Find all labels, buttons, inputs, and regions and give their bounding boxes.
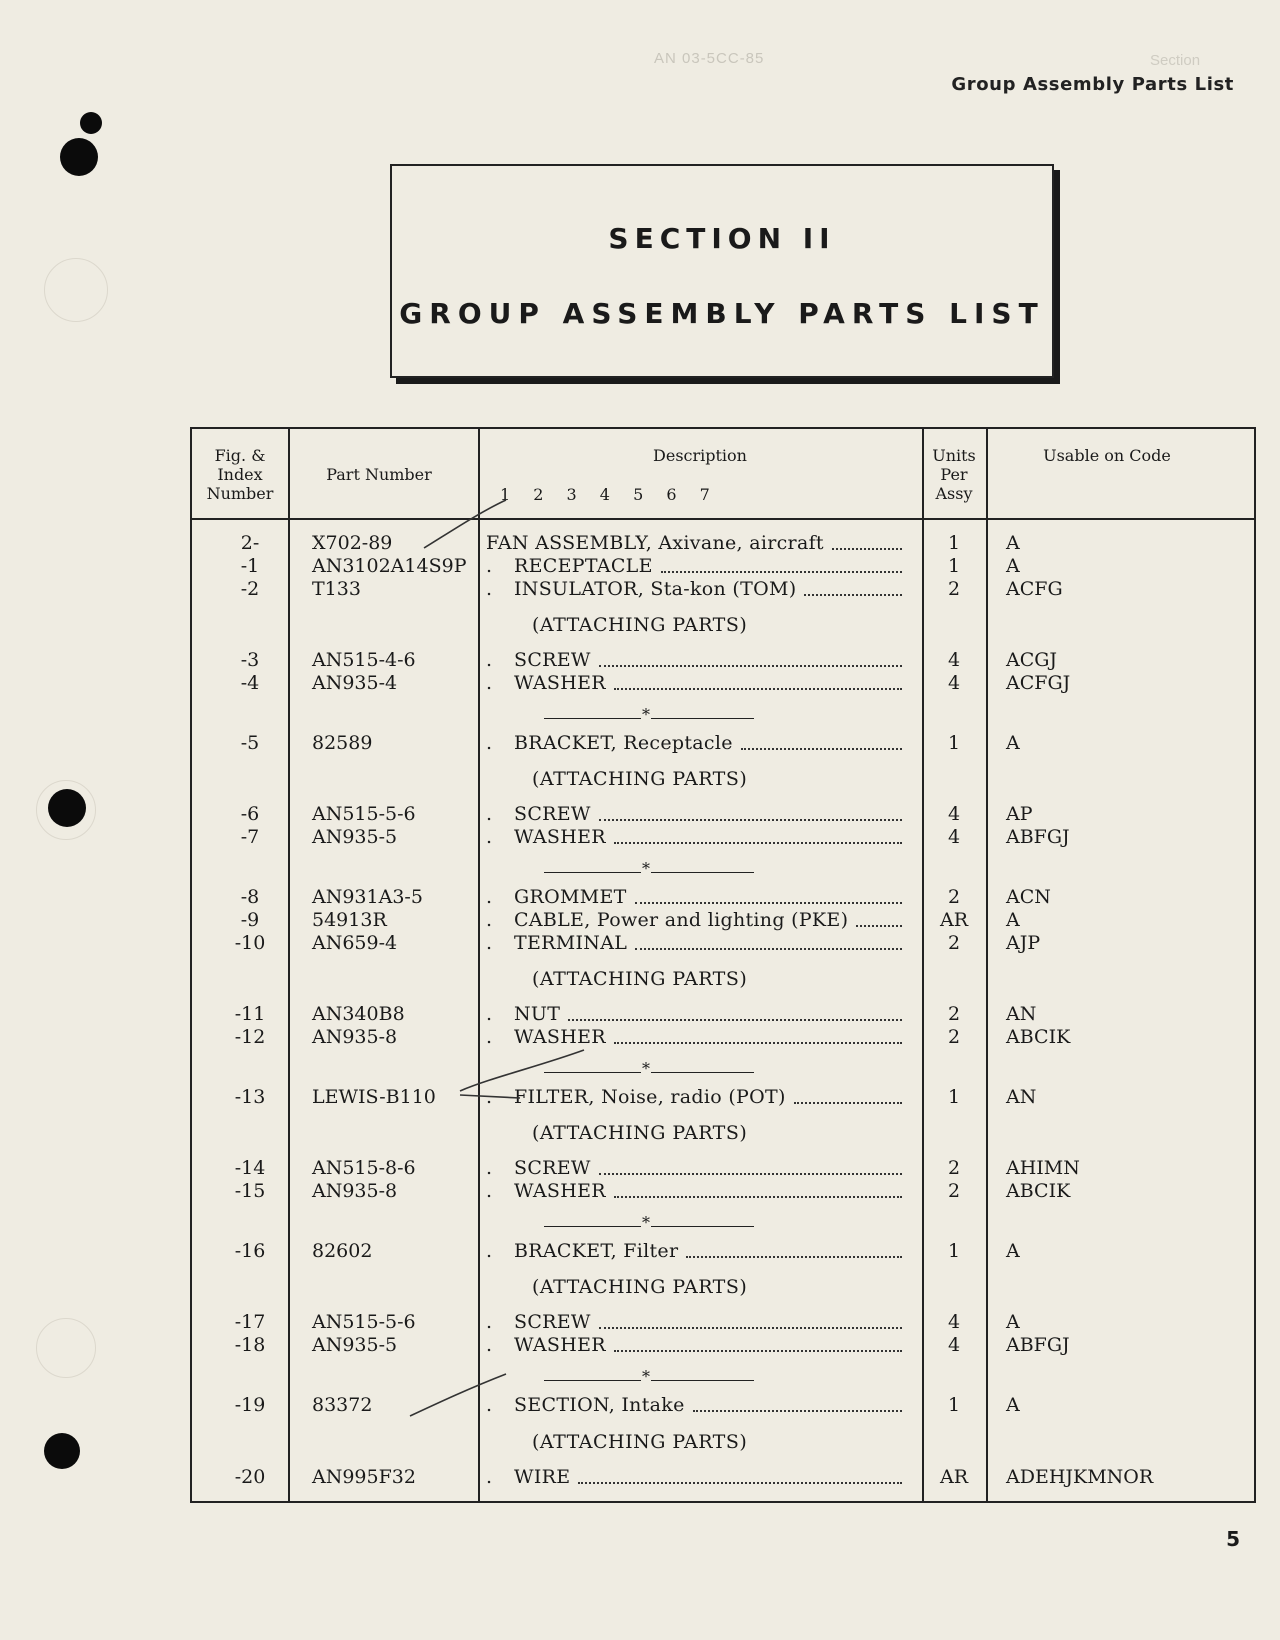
description-text: WIRE — [514, 1466, 571, 1488]
index-number-cell: -18 — [234, 1334, 266, 1356]
description-text: TERMINAL — [514, 932, 628, 954]
units-cell: 1 — [947, 1394, 961, 1416]
indent-dot: . — [486, 1334, 493, 1356]
index-number-cell: -12 — [234, 1026, 266, 1048]
description-text: BRACKET, Filter — [514, 1240, 679, 1262]
header-index-number: Fig. & Index Number — [206, 446, 274, 503]
description-text: WASHER — [514, 826, 606, 848]
description-text: CABLE, Power and lighting (PKE) — [514, 909, 849, 931]
attaching-parts-label: (ATTACHING PARTS) — [532, 1122, 748, 1144]
indent-dot: . — [486, 1026, 493, 1048]
pencil-stroke — [460, 1095, 520, 1098]
index-number-cell: -2 — [240, 578, 260, 600]
attaching-parts-label: (ATTACHING PARTS) — [532, 768, 748, 790]
usable-code-cell: AP — [1006, 803, 1033, 825]
part-number-cell: AN935-8 — [312, 1180, 398, 1202]
description-text: SCREW — [514, 1157, 591, 1179]
units-cell: 4 — [947, 1311, 961, 1333]
part-number-cell: AN931A3-5 — [312, 886, 423, 908]
part-number-cell: 54913R — [312, 909, 387, 931]
units-cell: 4 — [947, 672, 961, 694]
usable-code-cell: ACFG — [1006, 578, 1063, 600]
faint-document-code: AN 03-5CC-85 — [654, 50, 765, 67]
usable-code-cell: AN — [1006, 1003, 1037, 1025]
usable-code-cell: ABFGJ — [1006, 826, 1070, 848]
part-number-cell: AN515-5-6 — [312, 803, 416, 825]
index-number-cell: -13 — [234, 1086, 266, 1108]
index-number-cell: -17 — [234, 1311, 266, 1333]
indent-dot: . — [486, 932, 493, 954]
index-number-cell: -19 — [234, 1394, 266, 1416]
usable-code-cell: A — [1006, 909, 1020, 931]
part-number-cell: AN995F32 — [312, 1466, 416, 1488]
description-text: WASHER — [514, 672, 606, 694]
units-cell: 2 — [947, 932, 961, 954]
header-units-per-assy: Units Per Assy — [932, 446, 976, 503]
running-head: Group Assembly Parts List — [951, 74, 1234, 95]
part-number-cell: T133 — [312, 578, 361, 600]
separator-star-icon: * — [642, 1367, 650, 1386]
page-number: 5 — [1226, 1527, 1240, 1551]
units-cell: 4 — [947, 803, 961, 825]
section-title: SECTION II — [608, 222, 836, 255]
header-part-number: Part Number — [326, 465, 432, 484]
pencil-stroke — [424, 500, 506, 548]
pencil-stroke — [410, 1374, 506, 1416]
part-number-cell: 82602 — [312, 1240, 373, 1262]
units-cell: 2 — [947, 1026, 961, 1048]
indent-dot: . — [486, 1180, 493, 1202]
usable-code-cell: A — [1006, 1394, 1020, 1416]
index-number-cell: -8 — [240, 886, 260, 908]
usable-code-cell: A — [1006, 732, 1020, 754]
index-number-cell: -3 — [240, 649, 260, 671]
header-description-levels: 1 2 3 4 5 6 7 — [500, 485, 719, 504]
units-cell: 2 — [947, 1003, 961, 1025]
index-number-cell: -15 — [234, 1180, 266, 1202]
usable-code-cell: ACFGJ — [1006, 672, 1071, 694]
description-text: RECEPTACLE — [514, 555, 653, 577]
indent-dot: . — [486, 1466, 493, 1488]
description-text: GROMMET — [514, 886, 627, 908]
units-cell: 2 — [947, 578, 961, 600]
indent-dot: . — [486, 909, 493, 931]
separator-star-icon: * — [642, 1059, 650, 1078]
description-text: SCREW — [514, 1311, 591, 1333]
part-number-cell: AN340B8 — [312, 1003, 405, 1025]
part-number-cell: AN935-5 — [312, 1334, 398, 1356]
part-number-cell: AN515-8-6 — [312, 1157, 416, 1179]
part-number-cell: 82589 — [312, 732, 373, 754]
separator-star-icon: * — [642, 705, 650, 724]
usable-code-cell: A — [1006, 1311, 1020, 1333]
index-number-cell: -9 — [240, 909, 260, 931]
header-description: Description — [653, 446, 747, 465]
part-number-cell: AN935-5 — [312, 826, 398, 848]
description-text: SECTION, Intake — [514, 1394, 685, 1416]
description-text: BRACKET, Receptacle — [514, 732, 733, 754]
units-cell: 2 — [947, 886, 961, 908]
index-number-cell: -20 — [234, 1466, 266, 1488]
part-number-cell: AN935-8 — [312, 1026, 398, 1048]
usable-code-cell: A — [1006, 1240, 1020, 1262]
units-cell: 2 — [947, 1157, 961, 1179]
section-subtitle: GROUP ASSEMBLY PARTS LIST — [399, 297, 1045, 330]
units-cell: 1 — [947, 1086, 961, 1108]
usable-code-cell: AHIMN — [1006, 1157, 1080, 1179]
units-cell: 1 — [947, 1240, 961, 1262]
indent-dot: . — [486, 1086, 493, 1108]
description-text: WASHER — [514, 1180, 606, 1202]
part-number-cell: AN515-5-6 — [312, 1311, 416, 1333]
index-number-cell: -1 — [240, 555, 260, 577]
units-cell: 1 — [947, 555, 961, 577]
description-text: FAN ASSEMBLY, Axivane, aircraft — [486, 532, 824, 554]
indent-dot: . — [486, 578, 493, 600]
part-number-cell: 83372 — [312, 1394, 373, 1416]
units-cell: 4 — [947, 649, 961, 671]
description-text: INSULATOR, Sta-kon (TOM) — [514, 578, 797, 600]
indent-dot: . — [486, 555, 493, 577]
part-number-cell: X702-89 — [312, 532, 393, 554]
description-text: SCREW — [514, 803, 591, 825]
pencil-stroke — [460, 1050, 584, 1091]
usable-code-cell: AN — [1006, 1086, 1037, 1108]
description-text: SCREW — [514, 649, 591, 671]
index-number-cell: -16 — [234, 1240, 266, 1262]
attaching-parts-label: (ATTACHING PARTS) — [532, 614, 748, 636]
indent-dot: . — [486, 886, 493, 908]
units-cell: 1 — [947, 532, 961, 554]
description-text: FILTER, Noise, radio (POT) — [514, 1086, 786, 1108]
index-number-cell: -14 — [234, 1157, 266, 1179]
indent-dot: . — [486, 672, 493, 694]
attaching-parts-label: (ATTACHING PARTS) — [532, 1431, 748, 1453]
units-cell: 2 — [947, 1180, 961, 1202]
header-usable-on-code: Usable on Code — [1043, 446, 1171, 465]
attaching-parts-label: (ATTACHING PARTS) — [532, 1276, 748, 1298]
usable-code-cell: A — [1006, 532, 1020, 554]
part-number-cell: AN935-4 — [312, 672, 398, 694]
description-text: WASHER — [514, 1334, 606, 1356]
usable-code-cell: ABFGJ — [1006, 1334, 1070, 1356]
indent-dot: . — [486, 1003, 493, 1025]
usable-code-cell: AJP — [1006, 932, 1041, 954]
attaching-parts-label: (ATTACHING PARTS) — [532, 968, 748, 990]
indent-dot: . — [486, 1394, 493, 1416]
units-cell: 4 — [947, 826, 961, 848]
part-number-cell: AN515-4-6 — [312, 649, 416, 671]
usable-code-cell: ABCIK — [1006, 1026, 1071, 1048]
index-number-cell: -10 — [234, 932, 266, 954]
units-cell: 4 — [947, 1334, 961, 1356]
usable-code-cell: ACN — [1006, 886, 1051, 908]
indent-dot: . — [486, 826, 493, 848]
indent-dot: . — [486, 1240, 493, 1262]
indent-dot: . — [486, 1157, 493, 1179]
index-number-cell: -4 — [240, 672, 260, 694]
index-number-cell: 2- — [240, 532, 260, 554]
index-number-cell: -11 — [234, 1003, 266, 1025]
indent-dot: . — [486, 803, 493, 825]
index-number-cell: -5 — [240, 732, 260, 754]
indent-dot: . — [486, 649, 493, 671]
indent-dot: . — [486, 732, 493, 754]
indent-dot: . — [486, 1311, 493, 1333]
units-cell: AR — [939, 909, 969, 931]
separator-star-icon: * — [642, 859, 650, 878]
part-number-cell: AN659-4 — [312, 932, 398, 954]
separator-star-icon: * — [642, 1213, 650, 1232]
usable-code-cell: ACGJ — [1006, 649, 1058, 671]
usable-code-cell: ABCIK — [1006, 1180, 1071, 1202]
part-number-cell: LEWIS-B110 — [312, 1086, 436, 1108]
usable-code-cell: A — [1006, 555, 1020, 577]
index-number-cell: -7 — [240, 826, 260, 848]
units-cell: 1 — [947, 732, 961, 754]
description-text: NUT — [514, 1003, 561, 1025]
index-number-cell: -6 — [240, 803, 260, 825]
units-cell: AR — [939, 1466, 969, 1488]
usable-code-cell: ADEHJKMNOR — [1006, 1466, 1154, 1488]
faint-section-label: Section — [1150, 52, 1201, 69]
description-text: WASHER — [514, 1026, 606, 1048]
part-number-cell: AN3102A14S9P — [312, 555, 467, 577]
